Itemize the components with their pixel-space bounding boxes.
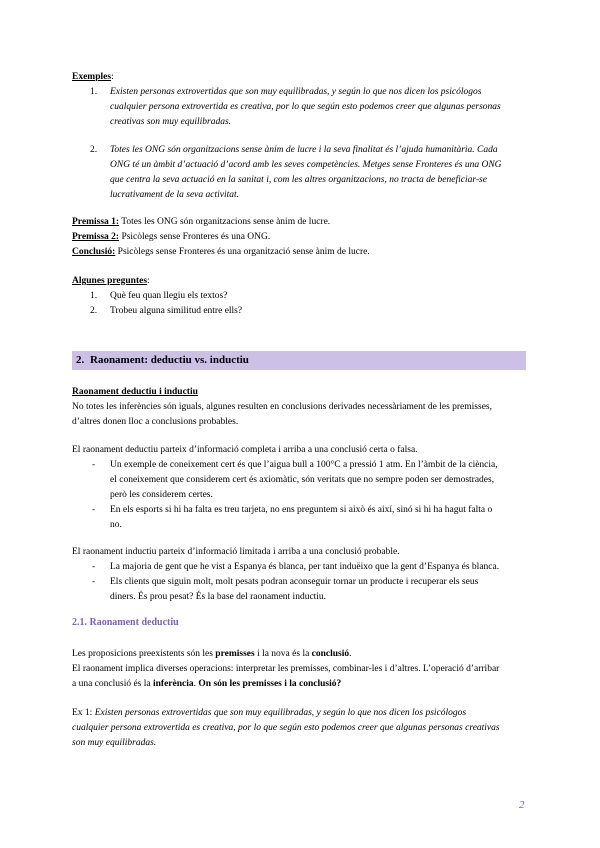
question-item: Què feu quan llegiu els textos? [110,291,228,301]
section-title: Raonament: deductiu vs. inductiu [90,354,249,366]
deduct-line-1: Les proposicions preexistents són les premisses i la nova és la conclusió. [72,649,352,659]
bullet-line: Els clients que siguin molt, molt pesats podran aconseguir tornar un producte i recuperar els seus [110,577,479,587]
page-number: 2 [519,799,525,811]
subsection-2-1-title: 2.1. Raonament deductiu [72,617,179,628]
example-ex1: Ex 1: Existen personas extrovertidas que son muy equilibradas, y según lo que nos dicen los psicólogos [72,708,467,718]
bullet-line: Un exemple de coneixement cert és que l’aigua bull a 100°C a pressió 1 atm. En l’àmbit de la ciència, [110,460,498,470]
inductive-intro: El raonament inductiu parteix d’informació limitada i arriba a una conclusió probable. [72,547,400,557]
example-1-number: 1. [90,87,98,97]
paragraph-line: No totes les inferències són iguals, algunes resulten en conclusions derivades necessàriament de les premisses, [72,402,492,412]
paragraph-line: d’altres donen lloc a conclusions probables. [72,417,239,427]
example-ex1-line: cualquier persona extrovertida es creativa, por lo que según esto podemos creer que algunas personas creativas [72,723,500,733]
premise-1: Premissa 1: Totes les ONG són organitzacions sense ànim de lucre. [72,217,331,227]
example-1-line: Existen personas extrovertidas que son muy equilibradas, y según lo que nos dicen los psicólogos [110,87,482,97]
example-2-number: 2. [90,145,98,155]
question-number: 1. [90,291,98,301]
section-number: 2. [76,354,85,366]
bullet-line: La majoria de gent que he vist a Espanya és blanca, per tant induëixo que la gent d’Espanya és blanca. [110,562,500,572]
bullet-dash: - [92,460,96,470]
example-1-line: creativas son muy equilibradas. [110,117,232,127]
questions-heading: Algunes preguntes: [72,276,150,286]
deduct-line-3: a una conclusió és la inferència. On són les premisses i la conclusió? [72,679,342,689]
conclusion: Conclusió: Psicòlegs sense Fronteres és una organització sense ànim de lucre. [72,247,370,257]
bullet-line: però les considerem certes. [110,490,213,500]
example-2-line: Totes les ONG són organitzacions sense ànim de lucre i la seva finalitat és l’ajuda humanitària. Cada [110,145,498,155]
question-number: 2. [90,306,98,316]
question-item: Trobeu alguna similitud entre ells? [110,306,243,316]
example-2-line: lucrativament de la seva activitat. [110,190,240,200]
example-2-line: ONG té un àmbit d’actuació d’acord amb les seves competències. Metges sense Fronteres és una ONG [110,160,502,170]
bullet-dash: - [92,562,96,572]
example-1-line: cualquier persona extrovertida es creativa, por lo que según esto podemos creer que algunas personas [110,102,501,112]
bullet-line: diners. És prou pesat? És la base del raonament inductiu. [110,592,327,602]
bullet-line: no. [110,520,122,530]
deductive-intro: El raonament deductiu parteix d’informació completa i arriba a una conclusió certa o falsa. [72,445,418,455]
deduct-line-2: El raonament implica diverses operacions: interpretar les premisses, combinar-les i d’altres. L’operació d’arribar [72,664,500,674]
bullet-line: En els esports si hi ha falta es treu tarjeta, no ens preguntem si això és així, sinó si hi ha hagut falta o [110,505,493,515]
subsection-heading: Raonament deductiu i inductiu [72,387,198,397]
examples-heading: Exemples: [72,72,114,82]
bullet-dash: - [92,577,96,587]
bullet-dash: - [92,505,96,515]
example-2-line: que centra la seva actuació en la sanitat i, com les altres organitzacions, no tracta de beneficiar-se [110,175,487,185]
premise-2: Premissa 2: Psicòlegs sense Fronteres és una ONG. [72,232,271,242]
example-ex1-line: son muy equilibradas. [72,738,157,748]
bullet-line: el coneixement que considerem cert és axiomàtic, són veritats que no sempre poden ser demostrades, [110,475,495,485]
